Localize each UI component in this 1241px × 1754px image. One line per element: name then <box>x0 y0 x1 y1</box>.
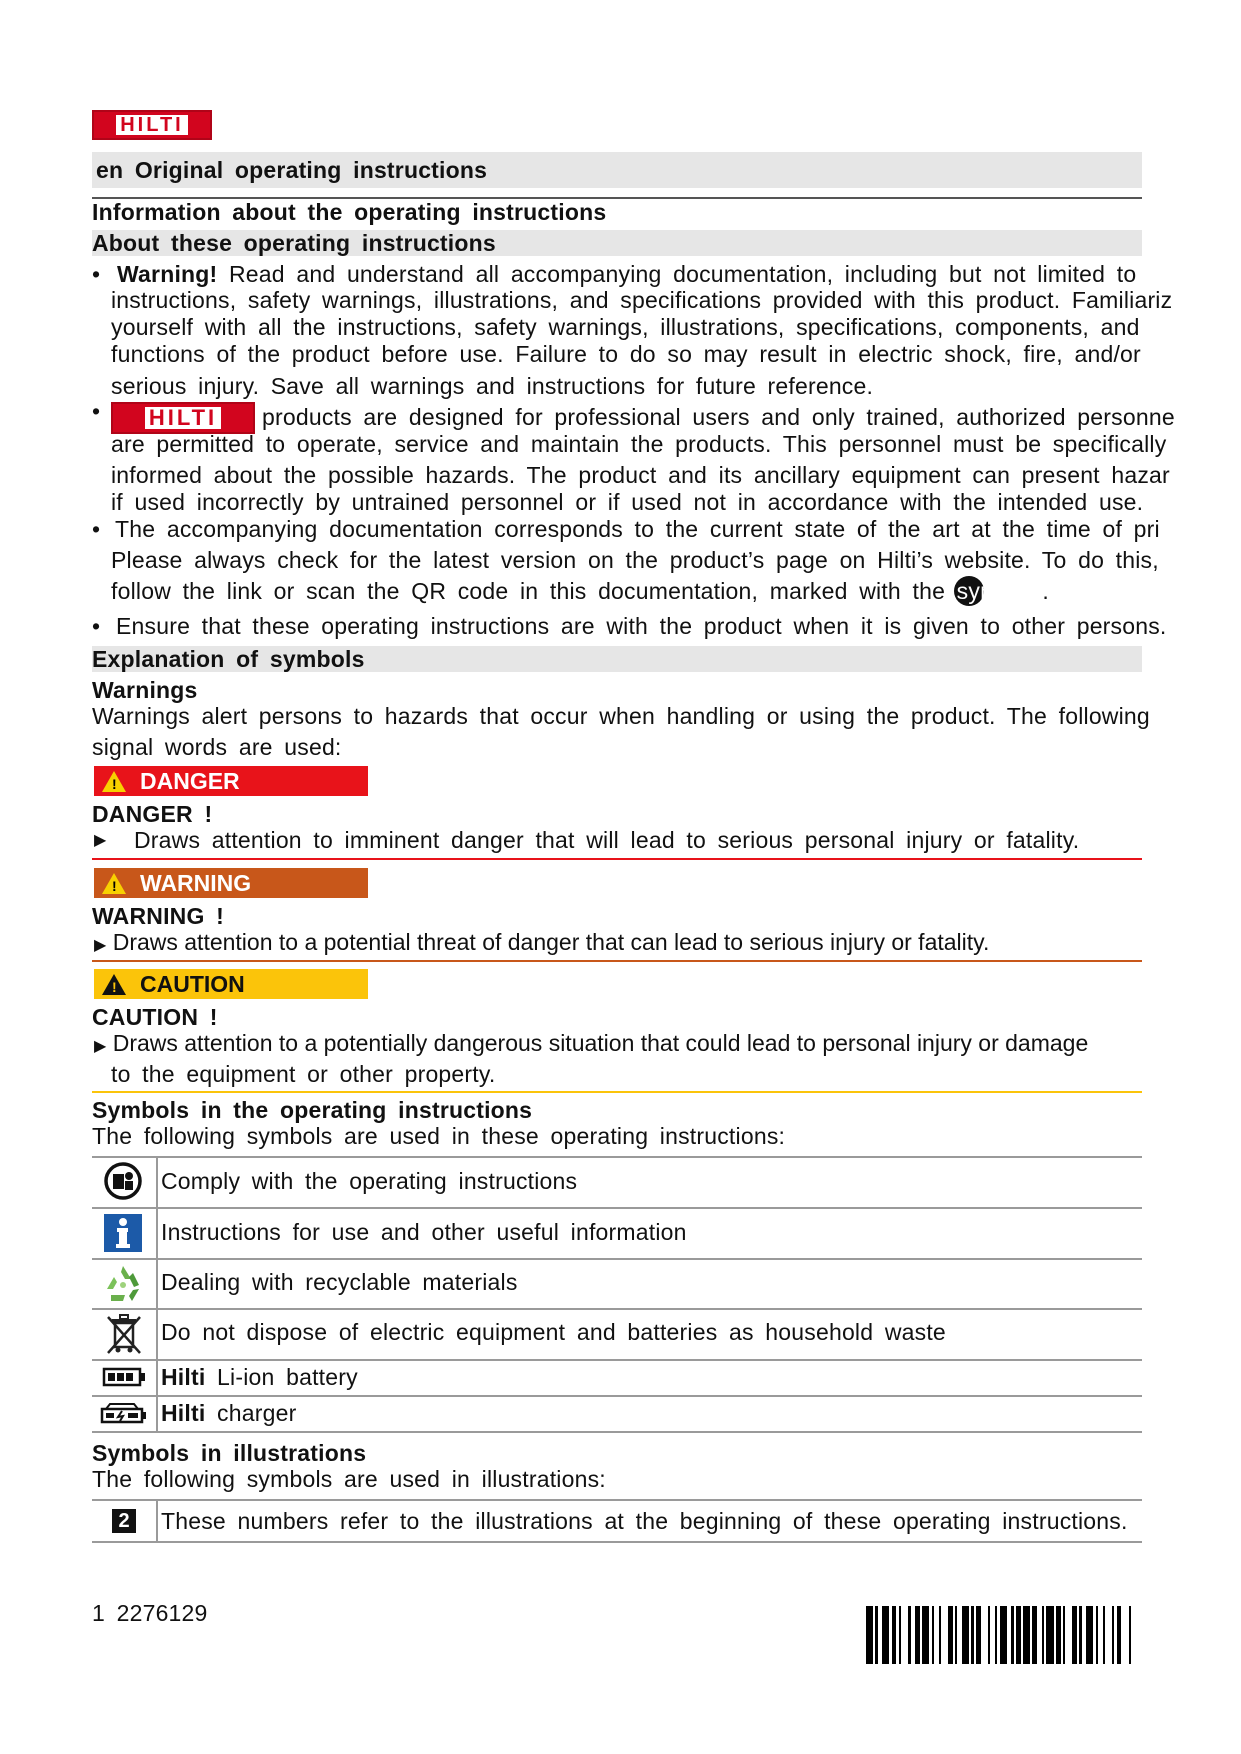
bullet-marker: • <box>92 516 101 542</box>
danger-text: Draws attention to imminent danger that will lead to serious personal injury or fatality. <box>134 827 1080 853</box>
barcode-bar <box>981 1606 988 1664</box>
bullet-warning-line1: Warning! Read and understand all accompanying documentation, including but not limited to <box>117 261 1137 287</box>
table-rule <box>92 1395 1142 1397</box>
barcode-bar <box>1046 1606 1053 1664</box>
table-cell: Dealing with recyclable materials <box>161 1269 518 1295</box>
table-rule <box>92 1499 1142 1501</box>
danger-rule <box>92 858 1142 860</box>
caution-text-line2: to the equipment or other property. <box>111 1061 496 1087</box>
table-cell: Comply with the operating instructions <box>161 1168 578 1194</box>
caution-label: ! CAUTION <box>94 969 368 999</box>
barcode-bar <box>1121 1606 1128 1664</box>
table-rule <box>92 1207 1142 1209</box>
bullet-professional-line2: are permitted to operate, service and maintain the products. This personnel must be specifically <box>111 431 1167 457</box>
warning-rule <box>92 960 1142 962</box>
table-rule <box>92 1258 1142 1260</box>
warning-triangle-icon: ! <box>102 771 126 792</box>
table-rule <box>92 1431 1142 1433</box>
warnings-text-line1: Warnings alert persons to hazards that occur when handling or using the product. The following <box>92 703 1150 729</box>
bullet-documentation-line2: Please always check for the latest version on the product’s page on Hilti’s website. To do this, <box>111 547 1159 573</box>
table-cell: Instructions for use and other useful information <box>161 1219 687 1245</box>
barcode-bar <box>882 1606 889 1664</box>
page-number: 1 <box>92 1600 105 1626</box>
table-rule <box>92 1308 1142 1310</box>
recycle-icon <box>103 1263 143 1303</box>
info-icon <box>104 1214 142 1252</box>
page-title <box>96 157 487 184</box>
bullet-ensure: Ensure that these operating instructions are with the product when it is given to other persons. <box>116 613 1167 639</box>
document-title: Original operating instructions <box>134 157 488 183</box>
hilti-logo: HILTI <box>92 110 212 140</box>
table-column-divider <box>156 1499 158 1543</box>
section-heading: Information about the operating instructions <box>92 199 607 225</box>
charger-icon <box>100 1401 148 1425</box>
footer-page-code <box>92 1600 208 1627</box>
symbols-illustrations-intro: The following symbols are used in illustrations: <box>92 1466 606 1492</box>
battery-icon <box>102 1366 146 1388</box>
caution-rule <box>92 1091 1142 1093</box>
bullet-warning-line4: functions of the product before use. Failure to do so may result in electric shock, fire, and/or <box>111 341 1141 367</box>
warnings-heading: Warnings <box>92 677 198 703</box>
table-cell: Hilti charger <box>161 1400 297 1426</box>
hilti-inline-logo: HILTI <box>111 402 255 434</box>
barcode-bar <box>1065 1606 1072 1664</box>
subsection-heading: About these operating instructions <box>92 230 496 256</box>
bullet-marker: • <box>92 398 101 424</box>
barcode-bar <box>1000 1606 1007 1664</box>
table-rule <box>92 1541 1142 1543</box>
bullet-documentation-line1: The accompanying documentation corresponds to the current state of the art at the time of pri <box>115 516 1160 542</box>
barcode-bar <box>901 1606 908 1664</box>
table-rule <box>92 1359 1142 1361</box>
barcode-bar <box>866 1606 873 1664</box>
bullet-warning-line2: instructions, safety warnings, illustrations, and specifications provided with this product. Familiariz <box>111 287 1173 313</box>
bullet-warning-line3: yourself with all the instructions, safety warnings, illustrations, specifications, components, and <box>111 314 1140 340</box>
operating-instructions-icon <box>104 1162 142 1200</box>
bullet-professional-line1: products are designed for professional users and only trained, authorized personne <box>262 404 1175 430</box>
bullet-warning-line5: serious injury. Save all warnings and instructions for future reference. <box>111 373 874 399</box>
illustration-number-icon: 2 <box>112 1509 136 1533</box>
document-code: 2276129 <box>116 1600 208 1626</box>
barcode-bar <box>962 1606 969 1664</box>
caution-heading: CAUTION ! <box>92 1004 218 1030</box>
warning-heading: WARNING ! <box>92 903 225 929</box>
bullet-professional-line4: if used incorrectly by untrained personnel or if used not in accordance with the intended use. <box>111 489 1144 515</box>
bullet-marker: • <box>92 261 101 287</box>
caution-arrow-icon: ▶ <box>94 1038 107 1055</box>
symbols-heading: Explanation of symbols <box>92 646 365 672</box>
table-cell: Hilti Li-ion battery <box>161 1364 358 1390</box>
barcode-bar <box>1131 1606 1136 1664</box>
bullet-marker: • <box>92 613 101 639</box>
language-code: en <box>96 157 124 183</box>
barcode-bar <box>941 1606 948 1664</box>
barcode-bar <box>922 1606 929 1664</box>
symbols-instructions-heading: Symbols in the operating instructions <box>92 1097 533 1123</box>
bullet-professional-line3: informed about the possible hazards. The product and its ancillary equipment can present hazar <box>111 462 1170 488</box>
warning-triangle-icon: ! <box>102 873 126 894</box>
symbols-instructions-intro: The following symbols are used in these operating instructions: <box>92 1123 786 1149</box>
table-cell: These numbers refer to the illustrations at the beginning of these operating instructions. <box>161 1508 1128 1534</box>
barcode-bar <box>1023 1606 1030 1664</box>
symbols-illustrations-heading: Symbols in illustrations <box>92 1440 367 1466</box>
bullet-documentation-line3: follow the link or scan the QR code in this documentation, marked with the symbol . <box>111 578 1049 604</box>
danger-heading: DANGER ! <box>92 801 213 827</box>
warning-triangle-icon: ! <box>102 974 126 995</box>
caution-text-line1: ▶ Draws attention to a potentially dangerous situation that could lead to personal injury or damage <box>94 1030 1089 1056</box>
crossed-bin-icon <box>104 1313 144 1355</box>
danger-arrow-icon: ▶ <box>94 832 107 849</box>
table-column-divider <box>156 1156 158 1433</box>
warning-label: ! WARNING <box>94 868 368 898</box>
danger-label: ! DANGER <box>94 766 368 796</box>
table-cell: Do not dispose of electric equipment and batteries as household waste <box>161 1319 946 1345</box>
barcode-bar <box>1105 1606 1112 1664</box>
barcode-bar <box>1086 1606 1093 1664</box>
warning-text: ▶ Draws attention to a potential threat of danger that can lead to serious injury or fatality. <box>94 929 990 955</box>
warnings-text-line2: signal words are used: <box>92 734 342 760</box>
barcode <box>866 1606 1136 1664</box>
table-rule <box>92 1156 1142 1158</box>
warning-arrow-icon: ▶ <box>94 937 107 954</box>
